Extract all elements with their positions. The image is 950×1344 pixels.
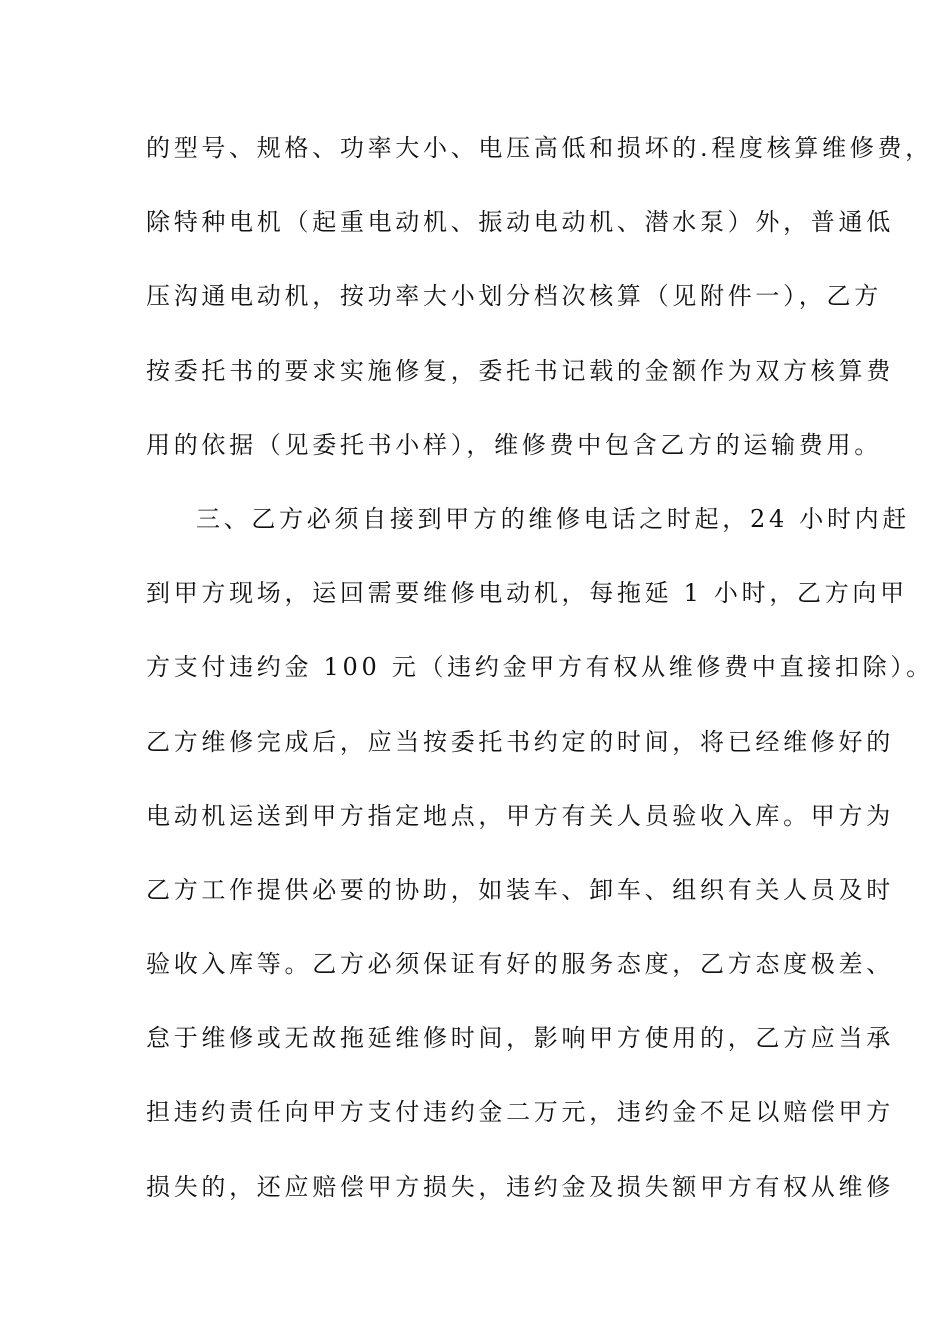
text-line-9: 乙方维修完成后，应当按委托书约定的时间，将已经维修好的 (146, 727, 894, 756)
text-line-2: 除特种电机（起重电动机、振动电动机、潜水泵）外，普通低 (146, 208, 894, 237)
text-line-1: 的型号、规格、功率大小、电压高低和损坏的.程度核算维修费， (146, 134, 933, 162)
text-line-11: 乙方工作提供必要的协助，如装车、卸车、组织有关人员及时 (146, 875, 894, 904)
text-line-3: 压沟通电动机，按功率大小划分档次核算（见附件一），乙方 (146, 282, 882, 311)
text-line-7: 到甲方现场，运回需要维修电动机，每拖延 1 小时，乙方向甲 (146, 579, 908, 608)
text-line-8: 方支付违约金 100 元（违约金甲方有权从维修费中直接扣除）。 (146, 653, 934, 682)
text-line-13: 怠于维修或无故拖延维修时间，影响甲方使用的，乙方应当承 (146, 1024, 894, 1053)
paragraph-three-start: 三、乙方必须自接到甲方的维修电话之时起，24 小时内赶 (196, 504, 911, 533)
text-line-10: 电动机运送到甲方指定地点，甲方有关人员验收入库。甲方为 (146, 801, 894, 830)
body-text (146, 124, 934, 1237)
text-line-15: 损失的，还应赔偿甲方损失，违约金及损失额甲方有权从维修 (146, 1172, 894, 1201)
text-line-14: 担违约责任向甲方支付违约金二万元，违约金不足以赔偿甲方 (146, 1098, 894, 1127)
text-line-5: 用的依据（见委托书小样），维修费中包含乙方的运输费用。 (146, 430, 882, 459)
text-line-4: 按委托书的要求实施修复，委托书记载的金额作为双方核算费 (146, 356, 894, 385)
text-line-12: 验收入库等。乙方必须保证有好的服务态度，乙方态度极差、 (146, 950, 894, 979)
